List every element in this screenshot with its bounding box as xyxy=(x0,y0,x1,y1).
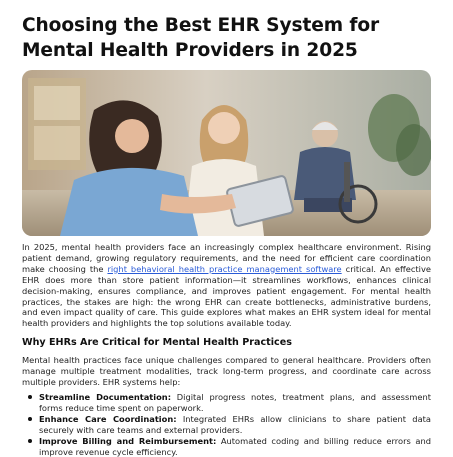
benefits-list xyxy=(22,392,431,457)
intro-text-end: critical. An effective EHR does more than store patient information—it streamlines workflows, enhances clinical decision-making, ensures compliance, and improves patient engagement. For mental health practices, the stakes are high: the wrong EHR can create bottlenecks, administrative burdens, and even impact quality of care. This guide explores what makes an EHR system ideal for mental health providers and highlights the top solutions available today. xyxy=(22,263,431,329)
benefit-text: Integrated EHRs allow clinicians to share patient data securely with care teams and external providers. xyxy=(39,413,431,435)
intro-text-start: In 2025, mental health providers face an increasingly complex healthcare environment. Rising patient demand, growing regulatory requirements, and the need for efficient care coordination make choosing the xyxy=(22,242,431,274)
list-item xyxy=(39,436,431,457)
article-title: Choosing the Best EHR System for Mental Health Providers in 2025 xyxy=(22,15,380,61)
benefit-label: Streamline Documentation: xyxy=(39,391,172,402)
bullet-icon xyxy=(28,439,32,443)
section-lead: Mental health practices face unique challenges compared to general healthcare. Providers often manage multiple treatment modalities, track long-term progress, and coordinate care across multiple providers. EHR systems help: xyxy=(22,355,431,388)
software-link[interactable]: right behavioral health practice management software xyxy=(107,263,342,274)
benefit-text: Automated coding and billing reduce errors and improve revenue cycle efficiency. xyxy=(39,435,431,457)
hero-illustration xyxy=(22,70,431,236)
section-heading: Why EHRs Are Critical for Mental Health Practices xyxy=(22,337,292,349)
list-item xyxy=(39,392,431,414)
hero-image xyxy=(22,70,431,236)
benefit-label: Improve Billing and Reimbursement: xyxy=(39,435,217,446)
benefit-label: Enhance Care Coordination: xyxy=(39,413,177,424)
bullet-icon xyxy=(28,395,32,399)
benefit-text: Digital progress notes, treatment plans, and assessment forms reduce time spent on paperwork. xyxy=(39,391,432,413)
list-item xyxy=(39,414,431,436)
bullet-icon xyxy=(28,417,32,421)
intro-paragraph xyxy=(22,242,431,329)
